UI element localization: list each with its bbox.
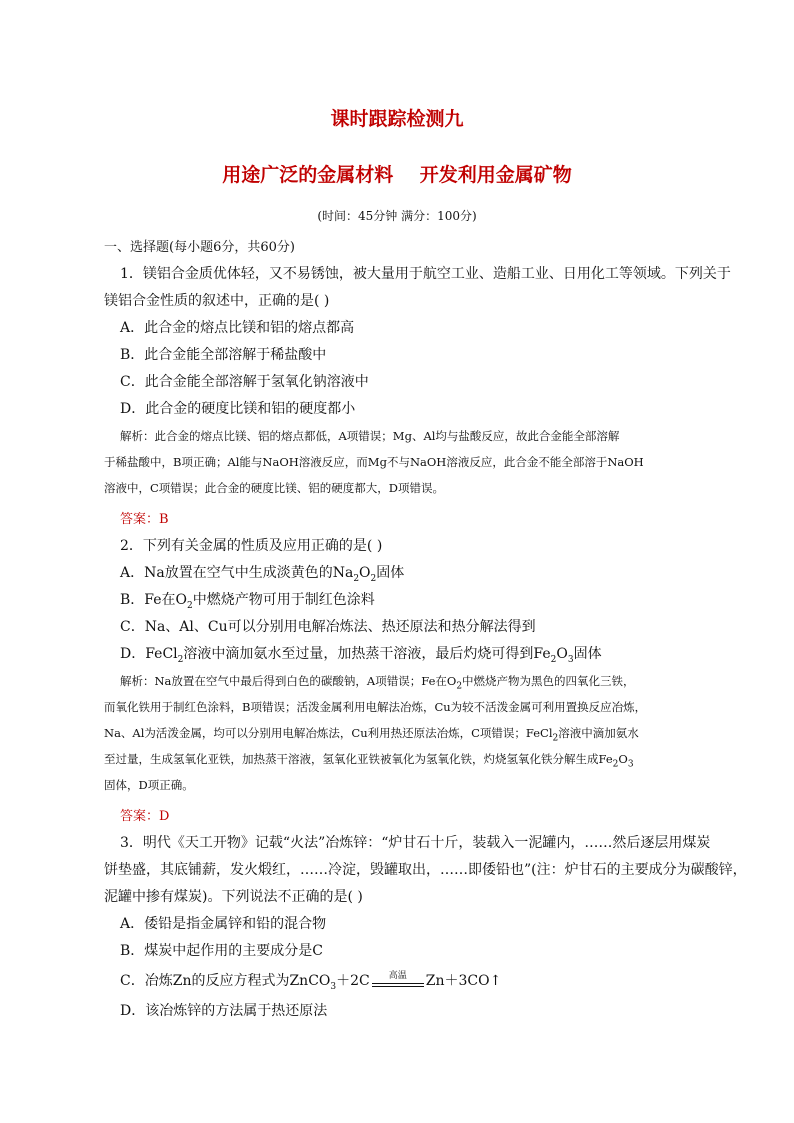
q2-answer: 答案：D — [120, 809, 170, 824]
q2-option-d: D．FeCl$_2$溶液中滴加氨水至过量，加热蒸干溶液，最后灼烧可得到$Fe_2O_3$固体 — [120, 646, 602, 665]
q3-stem-line1: 3．明代《天工开物》记载“火法”冶炼锌：“炉甘石十斤，装载入一泥罐内，……然后逐层用煤炭 — [120, 835, 711, 851]
q2-stem: 2．下列有关金属的性质及应用正确的是( ) — [120, 538, 383, 554]
q3-option-d: D．该冶炼锌的方法属于热还原法 — [120, 1003, 328, 1019]
q2-analysis-line5: 固体，D项正确。 — [104, 778, 194, 792]
q1-option-a: A．此合金的熔点比镁和铝的熔点都高 — [120, 320, 355, 336]
page-subtitle: 用途广泛的金属材料 开发利用金属矿物 — [222, 164, 572, 186]
q3-option-a: A．倭铅是指金属锌和铅的混合物 — [120, 916, 327, 932]
q2-option-b: B．Fe在$O_2$中燃烧产物可用于制红色涂料 — [120, 592, 375, 611]
q3-stem-line3: 泥罐中掺有煤炭)。下列说法不正确的是( ) — [104, 889, 363, 905]
q1-analysis-line1: 解析：此合金的熔点比镁、铝的熔点都低，A项错误；Mg、Al均与盐酸反应，故此合金能全部溶解 — [120, 429, 620, 443]
reaction-condition: 高温 — [388, 971, 407, 981]
q1-analysis-line2: 于稀盐酸中，B项正确；Al能与NaOH溶液反应，而Mg不与NaOH溶液反应，此合金不能全部溶于NaOH — [104, 455, 644, 469]
q3-option-b: B．煤炭中起作用的主要成分是C — [120, 943, 323, 959]
q1-option-d: D．此合金的硬度比镁和铝的硬度都小 — [120, 401, 356, 417]
q1-answer: 答案：B — [120, 512, 169, 527]
q2-analysis-line4: 至过量，生成氢氧化亚铁，加热蒸干溶液，氢氧化亚铁被氧化为氢氧化铁，灼烧氢氧化铁分解生成$Fe_2O_3$ — [104, 752, 634, 770]
exam-meta: (时间：45分钟 满分：100分) — [317, 209, 477, 223]
q1-stem-line1: 1．镁铝合金质优体轻，又不易锈蚀，被大量用于航空工业、造船工业、日用化工等领域。下列关于 — [120, 266, 731, 282]
reaction-arrow-icon — [372, 971, 424, 988]
page-title: 课时跟踪检测九 — [330, 108, 464, 130]
q2-analysis-line2: 而氧化铁用于制红色涂料，B项错误；活泼金属利用电解法冶炼，Cu为较不活泼金属可利用置换反应冶炼， — [104, 700, 647, 714]
q1-option-b: B．此合金能全部溶解于稀盐酸中 — [120, 347, 327, 363]
q1-stem-line2: 镁铝合金性质的叙述中，正确的是( ) — [104, 293, 330, 309]
q1-analysis-line3: 溶液中，C项错误；此合金的硬度比镁、铝的硬度都大，D项错误。 — [104, 481, 445, 495]
q2-option-c: C．Na、Al、Cu可以分别用电解冶炼法、热还原法和热分解法得到 — [120, 619, 536, 635]
q2-option-a: A．Na放置在空气中生成淡黄色的$Na_2O_2$固体 — [120, 565, 405, 584]
q2-analysis-line1: 解析：Na放置在空气中最后得到白色的碳酸钠，A项错误；Fe在$O_2$中燃烧产物为黑色的四氧化三铁， — [120, 674, 635, 692]
q1-option-c: C．此合金能全部溶解于氢氧化钠溶液中 — [120, 374, 369, 390]
section-heading: 一、选择题(每小题6分，共60分) — [104, 240, 295, 255]
q3-stem-line2: 饼垫盛，其底铺薪，发火煅红，……冷淀，毁罐取出，……即倭铅也”(注：炉甘石的主要成分为碳酸锌， — [104, 862, 747, 878]
q3-option-c: C．冶炼Zn的反应方程式为ZnCO$_3$＋2C 高温 Zn＋3CO↑ — [120, 970, 501, 992]
q2-analysis-line3: Na、Al为活泼金属，均可以分别用电解冶炼法，Cu利用热还原法冶炼，C项错误；FeCl$_2$溶液中滴加氨水 — [104, 726, 639, 744]
